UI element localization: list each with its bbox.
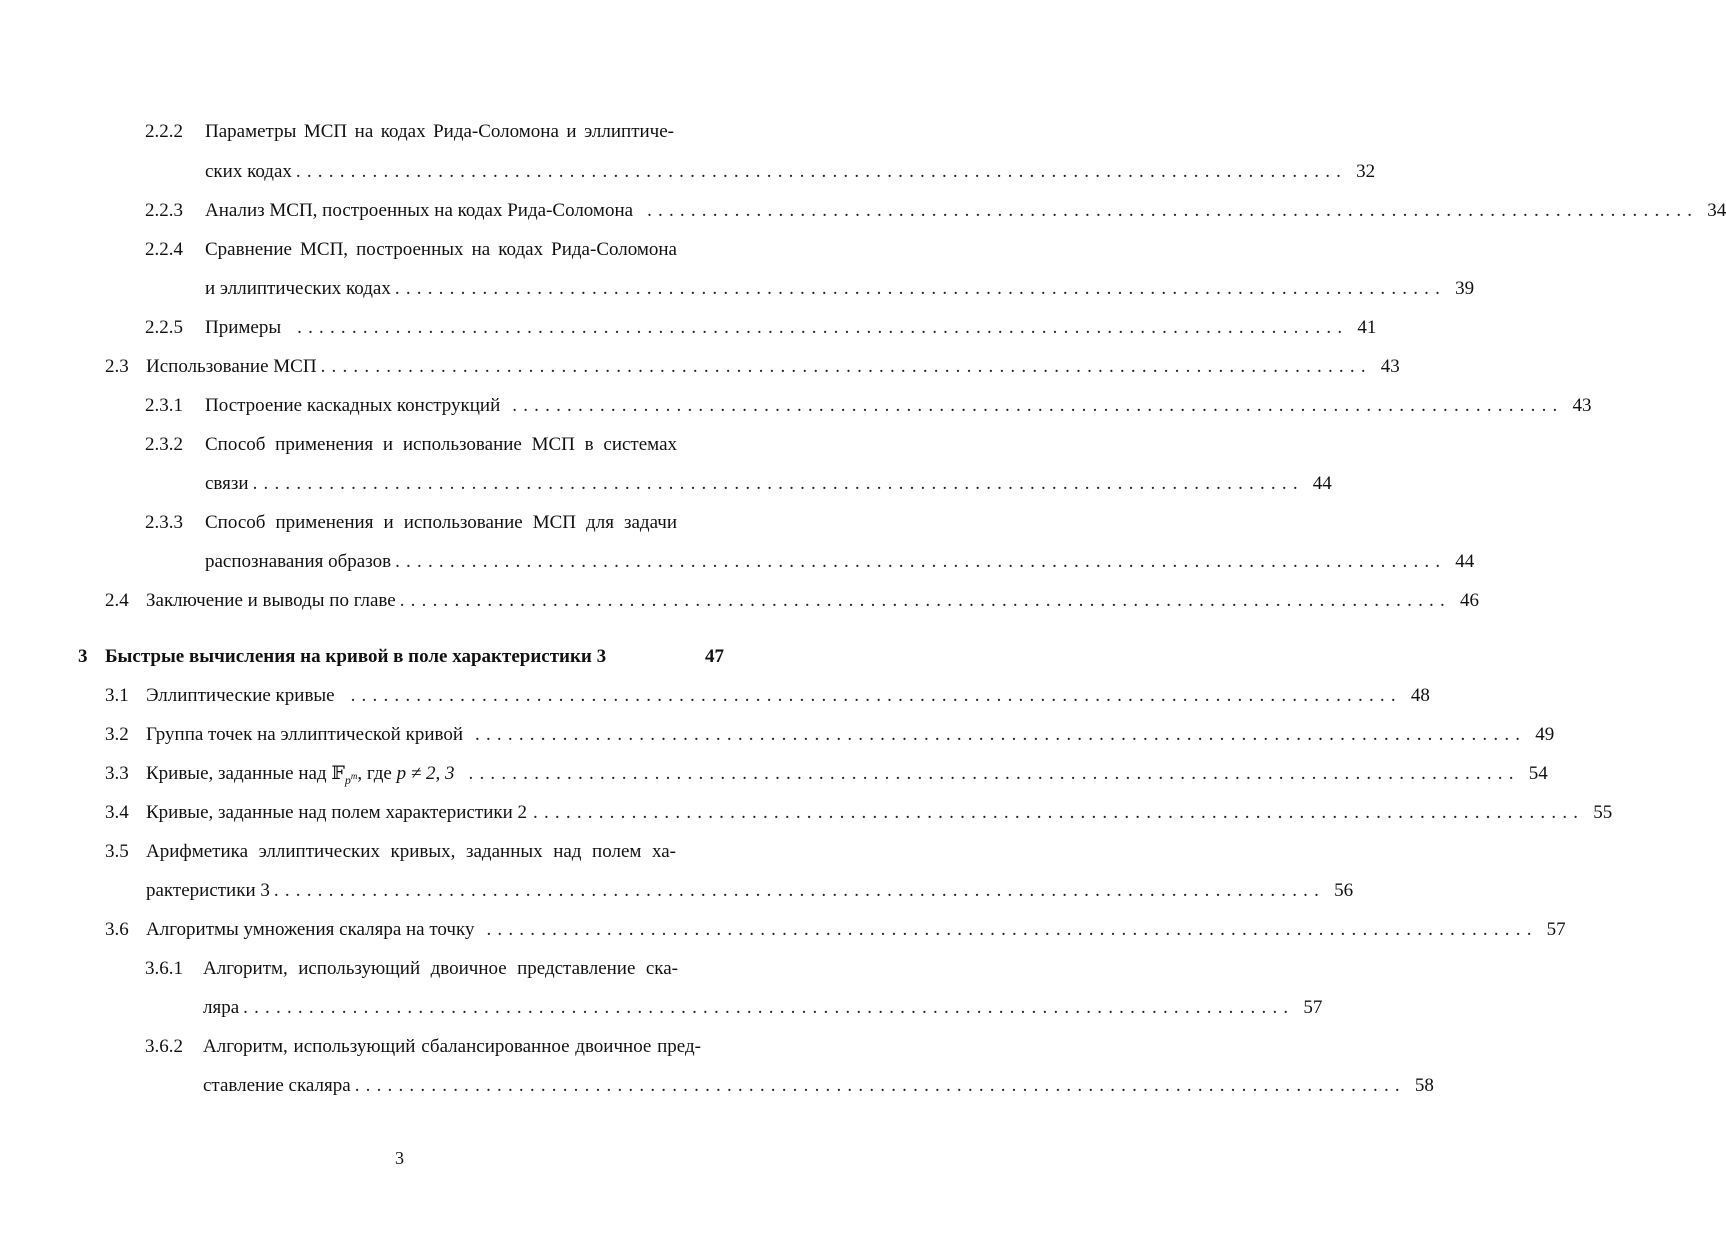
dot-leader: ................................................................................................	[395, 551, 1447, 572]
entry-number: 3.6	[105, 919, 129, 940]
toc-entry-2-3-2-cont[interactable]	[0, 470, 1332, 498]
dot-leader: ................................................................................................	[533, 802, 1585, 823]
entry-title-line2: ских кодах	[205, 161, 292, 182]
toc-entry-2-3-1[interactable]	[0, 392, 1592, 420]
dot-leader: ................................................................................................	[252, 473, 1304, 494]
entry-title: Примеры	[205, 317, 282, 338]
entry-page: 58	[1414, 1075, 1434, 1096]
entry-title-line2: связи	[205, 473, 249, 494]
dot-leader: ................................................................................................	[354, 1075, 1406, 1096]
toc-entry-3-6-2[interactable]	[0, 1033, 799, 1061]
chapter-title: Быстрые вычисления на кривой в поле характеристики 3	[105, 646, 607, 667]
toc-entry-2-2-2[interactable]	[0, 118, 799, 146]
entry-page: 39	[1455, 278, 1475, 299]
dot-leader: ................................................................................................	[273, 880, 1326, 901]
toc-entry-2-2-3[interactable]	[0, 197, 1726, 225]
entry-title-line2: рактеристики 3	[146, 880, 270, 901]
field-sup-m: m	[350, 770, 358, 781]
toc-entry-2-3-3-cont[interactable]	[0, 548, 1475, 576]
toc-entry-3-6-1-cont[interactable]	[0, 994, 1323, 1022]
entry-page: 54	[1528, 763, 1548, 784]
entry-title-line1: Способ применения и использование МСП в системах	[205, 434, 677, 455]
dot-leader: ................................................................................................	[394, 278, 1447, 299]
toc-entry-2-2-4-cont[interactable]	[0, 275, 1475, 303]
entry-number: 2.2.5	[145, 317, 183, 338]
entry-title-line1: Сравнение МСП, построенных на кодах Рида-Соломона	[205, 239, 677, 260]
entry-page: 55	[1593, 802, 1613, 823]
dot-leader: ................................................................................................	[320, 356, 1372, 377]
entry-page: 44	[1455, 551, 1475, 572]
entry-number: 2.3.3	[145, 512, 183, 533]
toc-entry-2-2-5[interactable]	[0, 314, 1377, 342]
entry-title-line2: ляра	[203, 997, 240, 1018]
entry-title-line1: Алгоритм, использующий двоичное представление ска-	[203, 958, 678, 979]
entry-number: 3.2	[105, 724, 129, 745]
entry-page: 32	[1356, 161, 1376, 182]
entry-title: Группа точек на эллиптической кривой	[146, 724, 464, 745]
entry-number: 2.2.2	[145, 121, 183, 142]
entry-number: 3.3	[105, 763, 129, 784]
entry-title	[146, 760, 455, 794]
chapter-number: 3	[78, 646, 88, 667]
toc-entry-3-3[interactable]	[0, 760, 1548, 788]
field-sub-p: p	[344, 772, 351, 787]
entry-title-line1: Арифметика эллиптических кривых, заданных над полем ха-	[146, 841, 676, 862]
dot-leader: ................................................................................................	[475, 724, 1527, 745]
toc-entry-2-4[interactable]	[0, 587, 1479, 615]
entry-number: 2.4	[105, 590, 129, 611]
entry-page: 57	[1303, 997, 1323, 1018]
dot-leader: ................................................................................................	[512, 395, 1564, 416]
entry-number: 2.3	[105, 356, 129, 377]
entry-title: Использование МСП	[146, 356, 317, 377]
entry-title: Построение каскадных конструкций	[205, 395, 501, 416]
toc-entry-3-6-2-cont[interactable]	[0, 1072, 1434, 1100]
toc-entry-2-2-2-cont[interactable]	[0, 158, 1376, 186]
field-subscript	[344, 770, 358, 787]
toc-entry-2-3-2[interactable]	[0, 431, 799, 459]
entry-page: 43	[1380, 356, 1400, 377]
toc-entry-3-5[interactable]	[0, 838, 799, 866]
page-number: 3	[395, 1148, 404, 1168]
toc-entry-3-2[interactable]	[0, 721, 1555, 749]
toc-entry-2-3[interactable]	[0, 353, 1400, 381]
entry-page: 56	[1334, 880, 1354, 901]
dot-leader: ................................................................................................	[297, 317, 1349, 338]
entry-number: 2.2.3	[145, 200, 183, 221]
field-symbol: 𝔽	[331, 763, 345, 784]
toc-entry-3-1[interactable]	[0, 682, 1430, 710]
dot-leader: ................................................................................................	[486, 919, 1538, 940]
toc-entry-3-6[interactable]	[0, 916, 1566, 944]
entry-title-line2: ставление скаляра	[203, 1075, 351, 1096]
toc-entry-2-3-3[interactable]	[0, 509, 799, 537]
entry-title-line1: Параметры МСП на кодах Рида-Соломона и эллиптиче-	[205, 121, 674, 142]
entry-number: 3.6.2	[145, 1036, 183, 1057]
entry-page: 48	[1410, 685, 1430, 706]
dot-leader: ................................................................................................	[399, 590, 1451, 611]
toc-entry-3-4[interactable]	[0, 799, 1613, 827]
entry-page: 41	[1357, 317, 1377, 338]
dot-leader: ................................................................................................	[468, 763, 1520, 784]
entry-number: 3.4	[105, 802, 129, 823]
chapter-page: 47	[705, 646, 724, 667]
entry-title-text-2: , где	[357, 763, 397, 784]
entry-page: 44	[1312, 473, 1332, 494]
entry-title: Кривые, заданные над полем характеристики 2	[146, 802, 528, 823]
entry-page: 46	[1459, 590, 1479, 611]
entry-title: Заключение и выводы по главе	[146, 590, 396, 611]
entry-title: Алгоритмы умножения скаляра на точку	[146, 919, 475, 940]
entry-title-line2: распознавания образов	[205, 551, 392, 572]
entry-title: Эллиптические кривые	[146, 685, 335, 706]
entry-number: 3.5	[105, 841, 129, 862]
entry-title-line1: Способ применения и использование МСП для задачи	[205, 512, 677, 533]
toc-entry-3-5-cont[interactable]	[0, 877, 1354, 905]
toc-entry-3-6-1[interactable]	[0, 955, 799, 983]
entry-number: 2.3.1	[145, 395, 183, 416]
math-expression: p ≠ 2, 3	[396, 763, 455, 784]
entry-page: 34	[1707, 200, 1726, 221]
entry-title-line1: Алгоритм, использующий сбалансированное двоичное пред-	[203, 1036, 701, 1057]
entry-title: Анализ МСП, построенных на кодах Рида-Соломона	[205, 200, 634, 221]
entry-number: 2.2.4	[145, 239, 183, 260]
entry-title-line2: и эллиптических кодах	[205, 278, 391, 299]
entry-page: 57	[1546, 919, 1566, 940]
dot-leader: ................................................................................................	[647, 200, 1699, 221]
dot-leader: ................................................................................................	[243, 997, 1295, 1018]
toc-entry-2-2-4[interactable]	[0, 236, 799, 264]
entry-page: 49	[1535, 724, 1555, 745]
entry-number: 2.3.2	[145, 434, 183, 455]
entry-title-text: Кривые, заданные над	[146, 763, 332, 784]
entry-number: 3.6.1	[145, 958, 183, 979]
toc-chapter-3[interactable]	[0, 643, 799, 671]
dot-leader: ................................................................................................	[350, 685, 1402, 706]
entry-page: 43	[1572, 395, 1592, 416]
entry-number: 3.1	[105, 685, 129, 706]
dot-leader: ................................................................................................	[295, 161, 1348, 182]
